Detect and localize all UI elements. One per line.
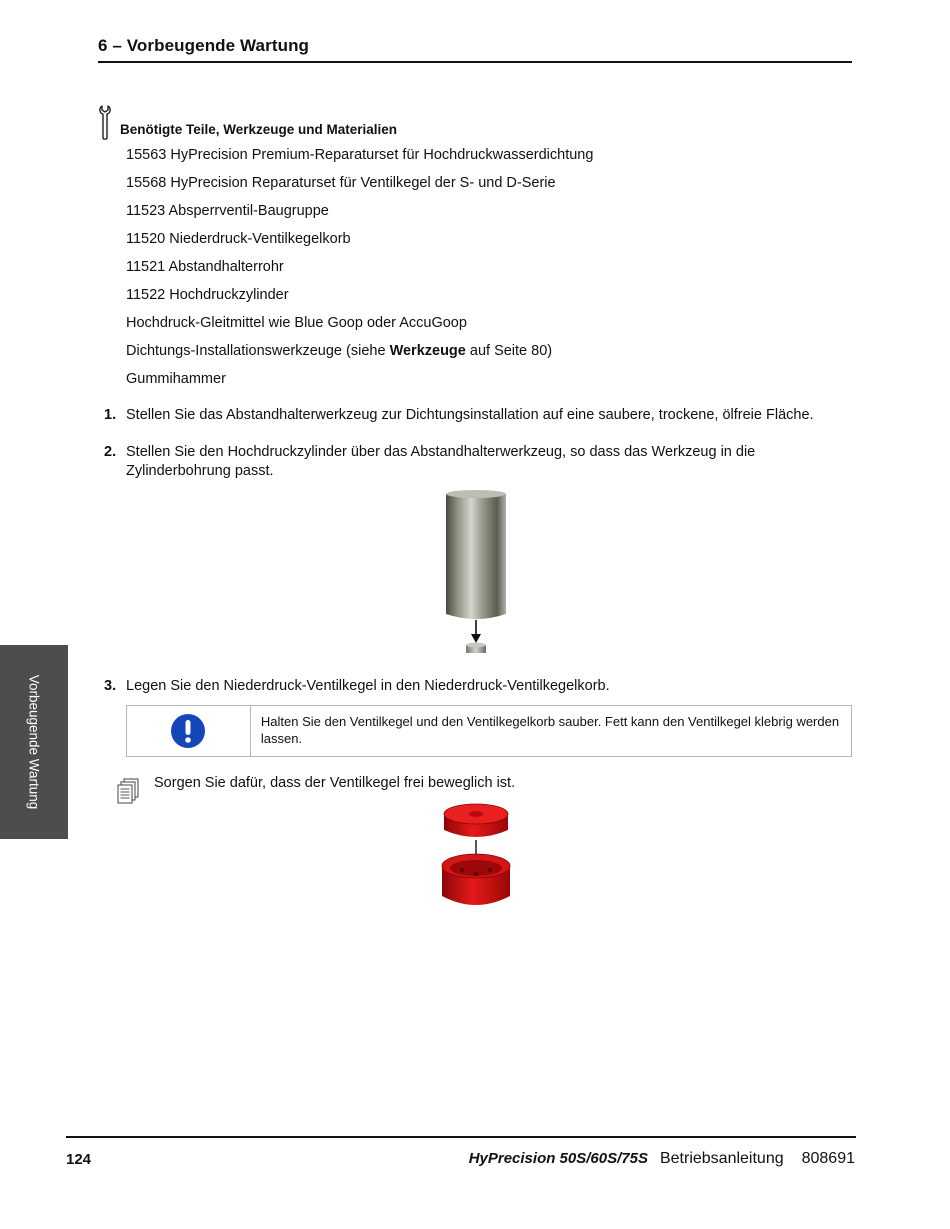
step-text: Stellen Sie das Abstandhalterwerkzeug zur Dichtungsinstallation auf eine saubere, trockene, ölfreie Fläche. xyxy=(126,407,814,423)
side-tab[interactable] xyxy=(0,645,68,839)
cylinder-illustration xyxy=(440,488,512,658)
list-item: 15563 HyPrecision Premium-Reparaturset für Hochdruckwasserdichtung xyxy=(126,147,594,163)
side-tab-label: Vorbeugende Wartung xyxy=(26,674,42,810)
step-number: 2. xyxy=(104,444,117,460)
note-text: Sorgen Sie dafür, dass der Ventilkegel frei beweglich ist. xyxy=(154,775,516,791)
document-number: 808691 xyxy=(801,1150,855,1167)
list-item: 11520 Niederdruck-Ventilkegelkorb xyxy=(126,231,351,247)
list-item: 11523 Absperrventil-Baugruppe xyxy=(126,203,329,219)
manual-type: Betriebsanleitung xyxy=(659,1150,784,1167)
footer-doc-info xyxy=(469,1150,855,1168)
footer-rule xyxy=(66,1136,856,1138)
tools-reference-link[interactable]: Werkzeuge xyxy=(389,343,466,359)
wrench-icon xyxy=(98,104,116,140)
valve-basket-illustration xyxy=(436,800,516,914)
list-item: 11522 Hochdruckzylinder xyxy=(126,287,289,303)
step-number: 1. xyxy=(104,407,117,423)
note-icon xyxy=(116,778,140,806)
notice-text: Halten Sie den Ventilkegel und den Ventilkegelkorb sauber. Fett kann den Ventilkegel klebrig werden lassen. xyxy=(260,714,840,746)
tools-text-after: auf Seite 80) xyxy=(465,343,553,359)
parts-list xyxy=(126,145,593,397)
chapter-title: 6 – Vorbeugende Wartung xyxy=(98,36,310,55)
list-item: Gummihammer xyxy=(126,371,226,387)
list-item: Hochdruck-Gleitmittel wie Blue Goop oder AccuGoop xyxy=(126,315,467,331)
tools-text-before: Dichtungs-Installationswerkzeuge (siehe xyxy=(126,343,390,359)
exclamation-icon xyxy=(170,713,206,749)
list-item: 15568 HyPrecision Reparaturset für Ventilkegel der S- und D-Serie xyxy=(126,175,556,191)
page-number: 124 xyxy=(66,1151,92,1168)
list-item-tools xyxy=(126,341,593,369)
step-text: Stellen Sie den Hochdruckzylinder über das Abstandhalterwerkzeug, so dass das Werkzeug in die Zylinderbohrung passt. xyxy=(126,444,756,479)
parts-heading: Benötigte Teile, Werkzeuge und Materialien xyxy=(120,122,398,137)
notice-icon-cell xyxy=(127,706,251,756)
step-text: Legen Sie den Niederdruck-Ventilkegel in den Niederdruck-Ventilkegelkorb. xyxy=(126,678,610,694)
notice-box xyxy=(126,705,852,757)
product-name: HyPrecision 50S/60S/75S xyxy=(468,1150,648,1167)
step-number: 3. xyxy=(104,678,117,694)
header-rule xyxy=(98,61,852,63)
list-item: 11521 Abstandhalterrohr xyxy=(126,259,284,275)
